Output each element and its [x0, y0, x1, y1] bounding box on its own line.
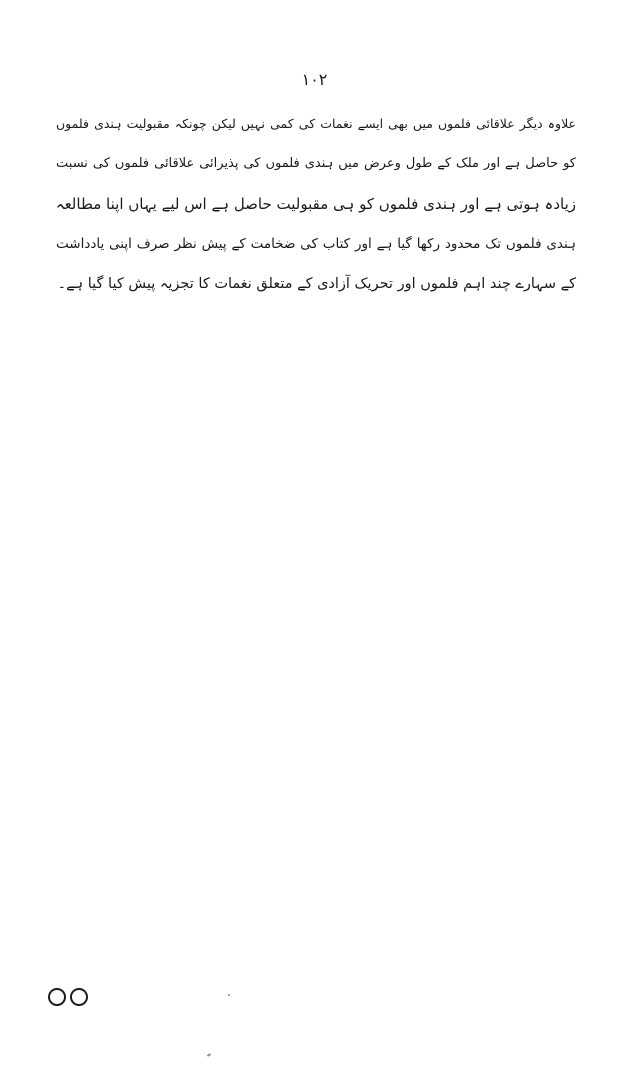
- paragraph-line-4: ہندی فلموں تک محدود رکھا گیا ہے اور کتاب کی ضخامت کے پیش نظر صرف اپنی یادداشت: [56, 236, 576, 252]
- paragraph-line-2: کو حاصل ہے اور ملک کے طول وعرض میں ہندی فلموں کی پذیرائی علاقائی فلموں کی نسبت: [56, 156, 576, 171]
- paragraph-line-1: علاوہ دیگر علاقائی فلموں میں بھی ایسے نغمات کی کمی نہیں لیکن چونکہ مقبولیت ہندی فلموں: [56, 116, 576, 131]
- scan-speck: [228, 994, 230, 996]
- footer-double-circle-mark: [48, 988, 88, 1006]
- paragraph-line-5: کے سہارے چند اہم فلموں اور تحریک آزادی کے متعلق نغمات کا تجزیہ پیش کیا گیا ہے۔: [57, 276, 576, 292]
- circle-mark-left: [48, 988, 66, 1006]
- paragraph-line-3: زیادہ ہوتی ہے اور ہندی فلموں کو ہی مقبولیت حاصل ہے اس لیے یہاں اپنا مطالعہ: [55, 195, 576, 213]
- circle-mark-right: [70, 988, 88, 1006]
- scan-speck: [207, 1053, 211, 1057]
- body-paragraph: [56, 104, 576, 304]
- page-number: ۱۰۲: [301, 70, 328, 89]
